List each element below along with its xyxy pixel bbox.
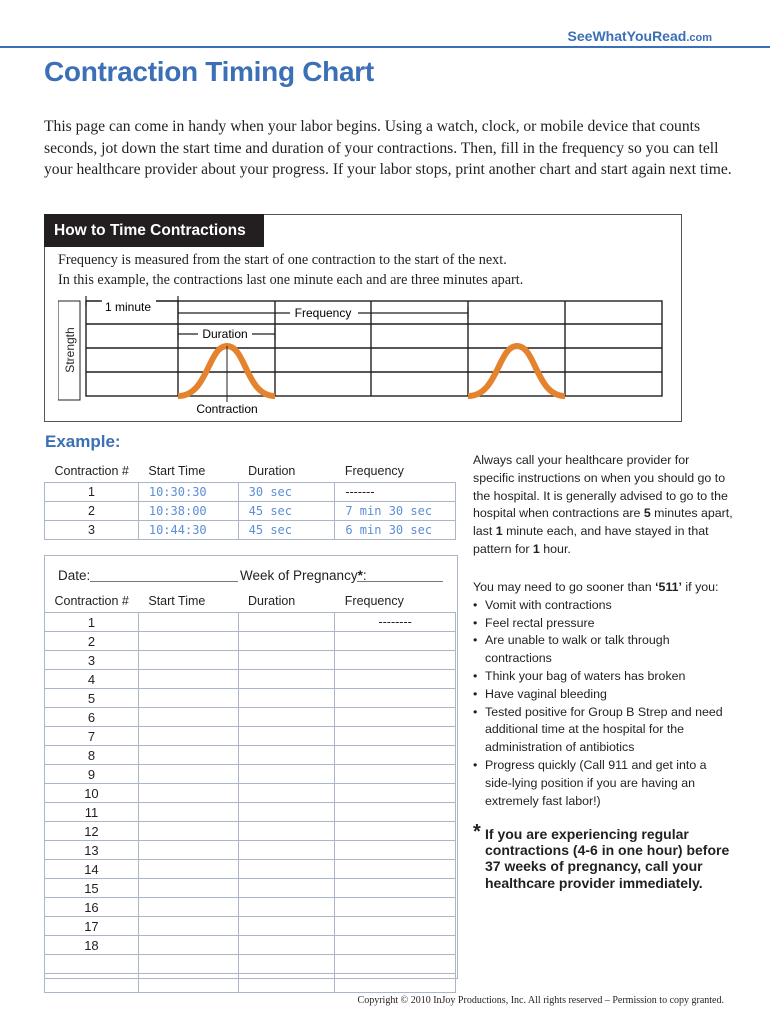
row-number: 3: [45, 651, 139, 670]
duration-cell[interactable]: [238, 822, 335, 841]
log-table: [44, 590, 456, 993]
one-minute-label: 1 minute: [104, 300, 152, 314]
copyright: Copyright © 2010 InJoy Productions, Inc. All rights reserved – Permission to copy granted.: [357, 995, 724, 1006]
start-time-cell[interactable]: [138, 841, 238, 860]
row-number: 14: [45, 860, 139, 879]
start-time-cell[interactable]: [138, 651, 238, 670]
frequency-cell[interactable]: [335, 822, 456, 841]
frequency-cell[interactable]: [335, 974, 456, 993]
header-rule: [0, 46, 770, 48]
diagram-grid: [86, 301, 662, 396]
strength-label: Strength: [63, 327, 77, 373]
frequency-cell[interactable]: [335, 651, 456, 670]
frequency-cell[interactable]: [335, 879, 456, 898]
list-item: • Feel rectal pressure: [473, 615, 733, 633]
date-row: [58, 568, 367, 583]
start-time-cell[interactable]: [138, 746, 238, 765]
duration-cell[interactable]: [238, 765, 335, 784]
start-time-cell[interactable]: [138, 803, 238, 822]
how-to-line-2: In this example, the contractions last one minute each and are three minutes apart.: [58, 272, 524, 288]
duration-cell[interactable]: [238, 841, 335, 860]
how-to-text: [58, 250, 668, 290]
row-number: 9: [45, 765, 139, 784]
table-row: [45, 803, 456, 822]
frequency-cell[interactable]: [335, 860, 456, 879]
table-row: [45, 822, 456, 841]
start-time-cell[interactable]: [138, 727, 238, 746]
list-item: • Tested positive for Group B Strep and need additional time at the hospital for the administration of antibiotics: [473, 704, 733, 757]
table-row: [45, 784, 456, 803]
frequency-cell[interactable]: [335, 898, 456, 917]
go-sooner-section: [473, 579, 733, 810]
example-col-start: Start Time: [138, 452, 238, 483]
row-number: 18: [45, 936, 139, 955]
list-item: • Vomit with contractions: [473, 597, 733, 615]
row-number: 11: [45, 803, 139, 822]
duration-cell[interactable]: [238, 898, 335, 917]
contraction-diagram: [58, 296, 670, 418]
start-time-cell[interactable]: [138, 860, 238, 879]
duration-cell[interactable]: [238, 689, 335, 708]
frequency-cell[interactable]: [335, 670, 456, 689]
table-row: [45, 727, 456, 746]
log-col-start: Start Time: [138, 590, 238, 613]
frequency-cell[interactable]: [335, 689, 456, 708]
duration-cell[interactable]: [238, 670, 335, 689]
call-provider-text: Always call your healthcare provider for specific instructions on when you should go to the hospital. It is generally advised to go to the hospital when contractions are 5 minutes apart, last 1 minute each, and have stayed in that pattern for 1 hour.: [473, 453, 733, 556]
duration-cell[interactable]: [238, 727, 335, 746]
table-row: [45, 613, 456, 632]
example-col-frequency: Frequency: [335, 452, 456, 483]
row-number: 7: [45, 727, 139, 746]
table-row: 3 10:44:30 45 sec 6 min 30 sec: [45, 521, 456, 540]
start-time-cell[interactable]: [138, 955, 238, 974]
row-number: 17: [45, 917, 139, 936]
duration-cell[interactable]: [238, 746, 335, 765]
table-row: [45, 936, 456, 955]
date-label: Date:: [58, 568, 91, 583]
urgent-warning: * If you are experiencing regular contractions (4-6 in one hour) before 37 weeks of pregnancy, call your healthcare provider immediately.: [473, 821, 730, 891]
frequency-cell[interactable]: [335, 917, 456, 936]
asterisk-icon: *: [473, 821, 481, 843]
start-time-cell[interactable]: [138, 670, 238, 689]
table-row: 1 10:30:30 30 sec -------: [45, 483, 456, 502]
log-col-duration: Duration: [238, 590, 335, 613]
table-row: [45, 651, 456, 670]
table-row: [45, 670, 456, 689]
table-row: [45, 746, 456, 765]
frequency-cell[interactable]: [335, 746, 456, 765]
table-row: [45, 860, 456, 879]
row-number: 10: [45, 784, 139, 803]
list-item: • Think your bag of waters has broken: [473, 668, 733, 686]
frequency-cell[interactable]: [335, 727, 456, 746]
week-label: Week of Pregnancy*:: [240, 568, 367, 583]
week-of-pregnancy-input[interactable]: [357, 581, 443, 582]
row-number: 2: [45, 632, 139, 651]
duration-cell[interactable]: [238, 860, 335, 879]
duration-cell[interactable]: [238, 651, 335, 670]
duration-cell[interactable]: [238, 803, 335, 822]
date-input[interactable]: [90, 581, 238, 582]
start-time-cell[interactable]: [138, 765, 238, 784]
start-time-cell[interactable]: [138, 784, 238, 803]
how-to-line-1: Frequency is measured from the start of one contraction to the start of the next.: [58, 252, 507, 268]
start-time-cell[interactable]: [138, 879, 238, 898]
brand-link[interactable]: SeeWhatYouRead.com: [567, 28, 712, 44]
list-item: • Have vaginal bleeding: [473, 686, 733, 704]
duration-cell[interactable]: [238, 936, 335, 955]
go-sooner-intro: You may need to go sooner than ‘511’ if you:: [473, 580, 719, 594]
duration-cell[interactable]: [238, 784, 335, 803]
start-time-cell[interactable]: [138, 936, 238, 955]
frequency-label: Frequency: [294, 306, 352, 320]
example-table: [44, 452, 456, 540]
duration-cell[interactable]: [238, 632, 335, 651]
row-number: [45, 955, 139, 974]
example-heading: Example:: [45, 432, 121, 451]
symptom-list: [473, 597, 733, 811]
how-to-heading: How to Time Contractions: [44, 214, 264, 247]
table-row: [45, 898, 456, 917]
start-time-cell[interactable]: [138, 974, 238, 993]
log-col-frequency: Frequency: [335, 590, 456, 613]
frequency-cell[interactable]: [335, 765, 456, 784]
start-time-cell[interactable]: [138, 822, 238, 841]
intro-paragraph: This page can come in handy when your labor begins. Using a watch, clock, or mobile device that counts seconds, jot down the start time and duration of your contractions. Then, fill in the frequency so you can tell your healthcare provider about your progress. If your labor stops, print another chart and start again next time.: [44, 118, 732, 178]
start-time-cell[interactable]: [138, 632, 238, 651]
frequency-cell[interactable]: [335, 955, 456, 974]
duration-cell[interactable]: [238, 613, 335, 632]
start-time-cell[interactable]: [138, 917, 238, 936]
contraction-curve-2: [468, 346, 565, 396]
example-col-number: Contraction #: [45, 452, 139, 483]
row-number: 8: [45, 746, 139, 765]
contraction-label: Contraction: [196, 402, 258, 416]
table-row: [45, 974, 456, 993]
row-number: 16: [45, 898, 139, 917]
row-number: 13: [45, 841, 139, 860]
frequency-cell[interactable]: [335, 784, 456, 803]
frequency-cell[interactable]: [335, 803, 456, 822]
frequency-cell[interactable]: [335, 936, 456, 955]
duration-cell[interactable]: [238, 955, 335, 974]
table-row: [45, 879, 456, 898]
frequency-cell[interactable]: [335, 708, 456, 727]
duration-cell[interactable]: [238, 879, 335, 898]
row-number: 6: [45, 708, 139, 727]
row-number: 4: [45, 670, 139, 689]
frequency-cell[interactable]: [335, 841, 456, 860]
table-row: 2 10:38:00 45 sec 7 min 30 sec: [45, 502, 456, 521]
table-row: [45, 955, 456, 974]
table-row: [45, 765, 456, 784]
table-row: [45, 689, 456, 708]
duration-label: Duration: [202, 327, 248, 341]
example-col-duration: Duration: [238, 452, 335, 483]
list-item: • Are unable to walk or talk through contractions: [473, 632, 733, 668]
start-time-cell[interactable]: [138, 898, 238, 917]
table-row: [45, 708, 456, 727]
duration-cell[interactable]: [238, 917, 335, 936]
page-title: Contraction Timing Chart: [44, 56, 374, 87]
table-row: [45, 632, 456, 651]
duration-cell[interactable]: [238, 708, 335, 727]
frequency-cell: --------: [335, 613, 456, 632]
start-time-cell[interactable]: [138, 708, 238, 727]
row-number: [45, 974, 139, 993]
list-item: • Progress quickly (Call 911 and get into a side-lying position if you are having an extremely fast labor!): [473, 757, 733, 810]
start-time-cell[interactable]: [138, 689, 238, 708]
table-row: [45, 917, 456, 936]
row-number: 15: [45, 879, 139, 898]
table-row: [45, 841, 456, 860]
row-number: 5: [45, 689, 139, 708]
log-col-number: Contraction #: [45, 590, 139, 613]
row-number: 12: [45, 822, 139, 841]
start-time-cell[interactable]: [138, 613, 238, 632]
frequency-cell[interactable]: [335, 632, 456, 651]
duration-cell[interactable]: [238, 974, 335, 993]
row-number: 1: [45, 613, 139, 632]
